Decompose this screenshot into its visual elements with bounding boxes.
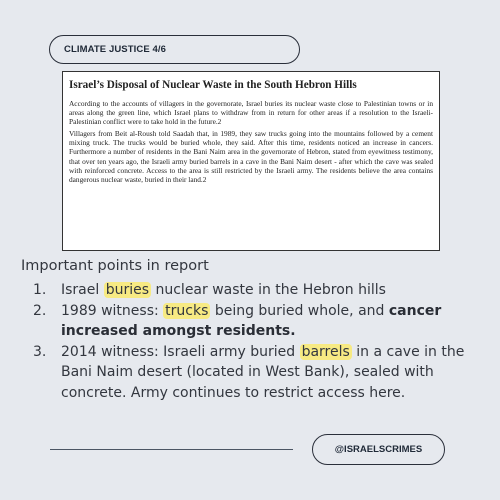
report-paragraph-2: Villagers from Beit al-Roush told Saadah that, in 1989, they saw trucks going into the mountains followed by a cement mixing truck. The trucks would be buried whole, they said. After this time, residents noticed an increase in cancers. Furthermore a number of residents in the Bani Naim area in the governorate of Hebron, stated from eyewitness testimony, that over ten years ago, the Israeli army buried barrels in a cave in the Bani Naim desert - after which the cave was sealed with reinforced concrete. Access to the area is still restricted by the Israeli army. The residents believe the area contains dangerous nuclear waste, buried in their land.2	[69, 129, 433, 184]
text-segment: being buried whole, and	[210, 302, 389, 319]
highlighted-word: buries	[105, 282, 150, 298]
list-item	[33, 280, 483, 301]
bold-phrase: cancer increased amongst residents.	[61, 302, 442, 339]
list-item	[33, 342, 483, 404]
footer-divider	[50, 449, 293, 450]
list-item-text	[61, 342, 483, 404]
handle-pill	[312, 434, 445, 465]
list-item-text	[61, 280, 483, 301]
handle-label: @ISRAELSCRIMES	[334, 444, 423, 455]
points-heading: Important points in report	[21, 258, 209, 274]
list-item-number: 3.	[33, 343, 47, 360]
list-item-number: 1.	[33, 282, 47, 298]
highlighted-word: barrels	[301, 343, 350, 360]
report-excerpt	[62, 71, 440, 251]
points-list	[33, 280, 483, 403]
series-tag-label: CLIMATE JUSTICE 4/6	[64, 44, 167, 55]
list-item-text	[61, 301, 483, 342]
list-item	[33, 301, 483, 342]
text-segment: 1989 witness:	[61, 302, 164, 319]
list-item-number: 2.	[33, 302, 47, 319]
text-segment: nuclear waste in the Hebron hills	[151, 282, 386, 298]
text-segment: Israel	[61, 282, 104, 298]
report-title: Israel’s Disposal of Nuclear Waste in the South Hebron Hills	[69, 79, 357, 91]
text-segment: in a cave in the Bani Naim desert (located in West Bank), sealed with concrete. Army continues to restrict access here.	[61, 343, 465, 401]
report-paragraph-1: According to the accounts of villagers in the governorate, Israel buries its nuclear waste close to Palestinian towns or in areas along the green line, which Israel plans to withdraw from in return for other areas if a resolution to the Israeli-Palestinian conflict were to take hold in the future.2	[69, 99, 433, 127]
highlighted-word: trucks	[165, 302, 209, 319]
text-segment: 2014 witness: Israeli army buried	[61, 343, 300, 360]
series-tag-pill	[49, 35, 300, 64]
